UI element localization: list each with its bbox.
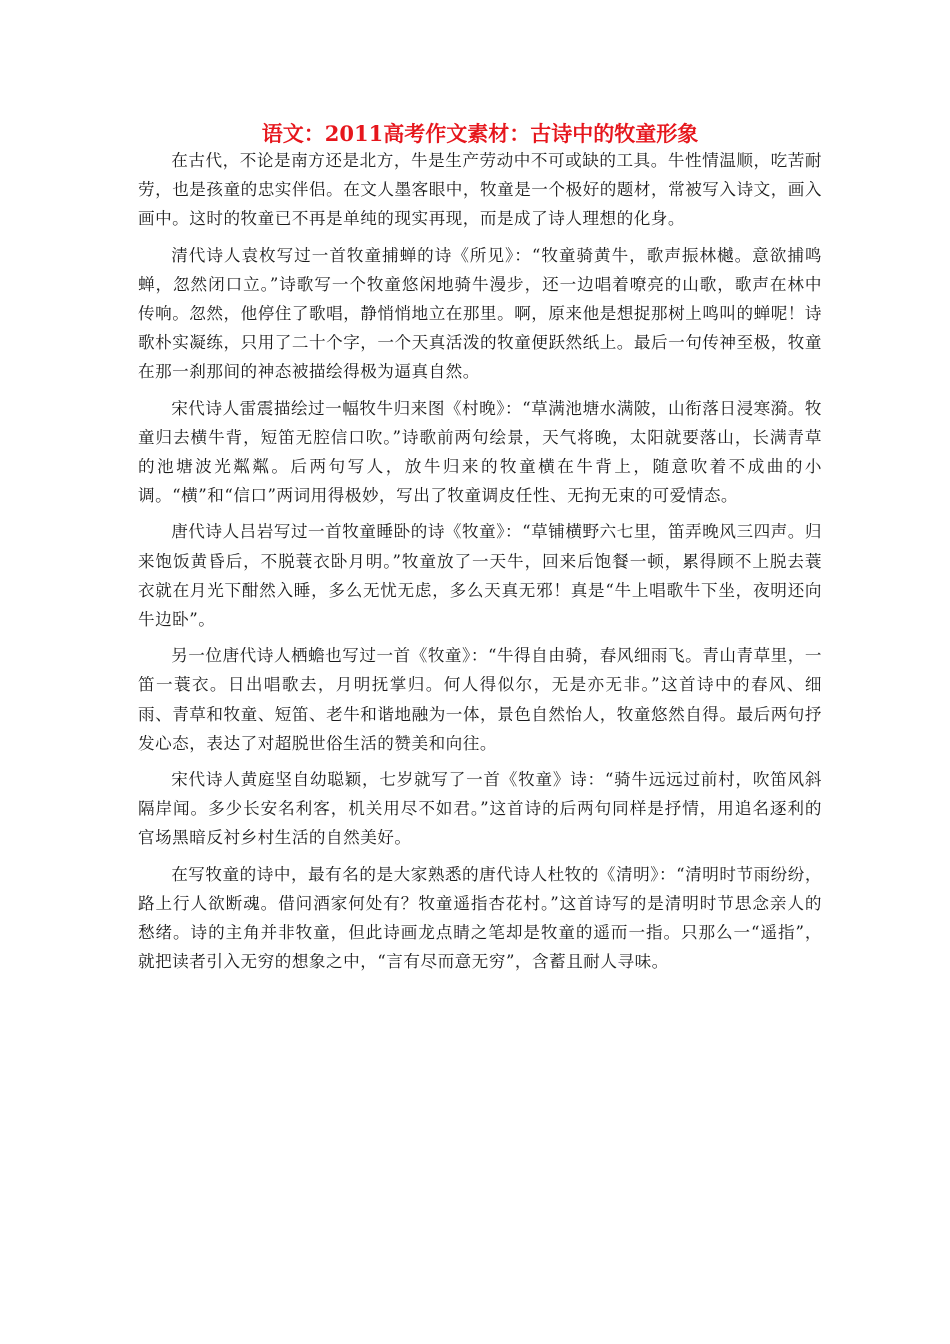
paragraph-huang-tingjian: 宋代诗人黄庭坚自幼聪颖，七岁就写了一首《牧童》诗：“骑牛远远过前村，吹笛风斜隔岸闻。多少长安名利客，机关用尽不如君。”这首诗的后两句同样是抒情，用追名逐利的官场黑暗反衬乡村生活的自然美好。 (138, 770, 822, 848)
document-title: 语文：2011高考作文素材：古诗中的牧童形象 (261, 121, 699, 146)
paragraph-du-mu: 在写牧童的诗中，最有名的是大家熟悉的唐代诗人杜牧的《清明》：“清明时节雨纷纷，路上行人欲断魂。借问酒家何处有？牧童遥指杏花村。”这首诗写的是清明时节思念亲人的愁绪。诗的主角并非牧童，但此诗画龙点睛之笔却是牧童的遥而一指。只那么一“遥指”，就把读者引入无穷的想象之中，“言有尽而意无穷”，含蓄且耐人寻味。 (138, 864, 822, 972)
paragraph-lei-zhen: 宋代诗人雷震描绘过一幅牧牛归来图《村晚》：“草满池塘水满陂，山衔落日浸寒漪。牧童归去横牛背，短笛无腔信口吹。”诗歌前两句绘景，天气将晚，太阳就要落山，长满青草的池塘波光粼粼。后两句写人，放牛归来的牧童横在牛背上，随意吹着不成曲的小调。“横”和“信口”两词用得极妙，写出了牧童调皮任性、无拘无束的可爱情态。 (138, 398, 822, 506)
paragraph-lu-yan: 唐代诗人吕岩写过一首牧童睡卧的诗《牧童》：“草铺横野六七里，笛弄晚风三四声。归来饱饭黄昏后，不脱蓑衣卧月明。”牧童放了一天牛，回来后饱餐一顿，累得顾不上脱去蓑衣就在月光下酣然入睡，多么无忧无虑，多么天真无邪！真是“牛上唱歌牛下坐，夜明还向牛边卧”。 (138, 522, 822, 630)
paragraph-yuan-mei: 清代诗人袁枚写过一首牧童捕蝉的诗《所见》：“牧童骑黄牛，歌声振林樾。意欲捕鸣蝉，忽然闭口立。”诗歌写一个牧童悠闲地骑牛漫步，还一边唱着嘹亮的山歌，歌声在林中传响。忽然，他停住了歌唱，静悄悄地立在那里。啊，原来他是想捉那树上鸣叫的蝉呢！诗歌朴实凝练，只用了二十个字，一个天真活泼的牧童便跃然纸上。最后一句传神至极，牧童在那一刹那间的神态被描绘得极为逼真自然。 (138, 245, 822, 382)
paragraph-intro: 在古代，不论是南方还是北方，牛是生产劳动中不可或缺的工具。牛性情温顺，吃苦耐劳，也是孩童的忠实伴侣。在文人墨客眼中，牧童是一个极好的题材，常被写入诗文，画入画中。这时的牧童已不再是单纯的现实再现，而是成了诗人理想的化身。 (138, 151, 822, 229)
paragraph-qi-chan: 另一位唐代诗人栖蟾也写过一首《牧童》：“牛得自由骑，春风细雨飞。青山青草里，一笛一蓑衣。日出唱歌去，月明抚掌归。何人得似尔，无是亦无非。”这首诗中的春风、细雨、青草和牧童、短笛、老牛和谐地融为一体，景色自然怡人，牧童悠然自得。最后两句抒发心态，表达了对超脱世俗生活的赞美和向往。 (138, 646, 822, 753)
